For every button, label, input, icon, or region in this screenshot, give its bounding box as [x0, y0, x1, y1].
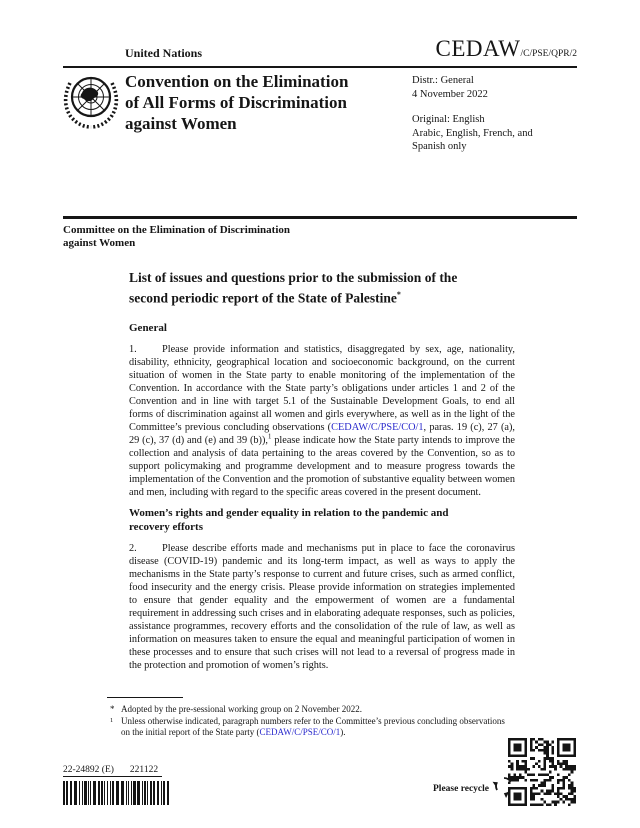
section-heading-pandemic-line2: recovery efforts — [129, 520, 203, 533]
recycle-notice — [433, 774, 516, 803]
section-rule — [63, 216, 577, 219]
header-rule — [63, 66, 577, 68]
publication-title-line3: against Women — [125, 114, 237, 133]
section-heading-pandemic-line1: Women’s rights and gender equality in relation to the pandemic and — [129, 507, 449, 519]
title-footnote-marker: * — [396, 289, 401, 299]
footnote-1-text: Unless otherwise indicated, paragraph numbers refer to the Committee’s previous concluding observations on the initial report of the State party ( — [121, 715, 505, 737]
distr-line: Distr.: General — [412, 75, 474, 86]
footnote-1 — [107, 716, 515, 739]
paragraph-1-number: 1. — [129, 344, 137, 355]
date-line: 4 November 2022 — [412, 88, 488, 100]
publication-title-line1: Convention on the Elimination — [125, 72, 349, 91]
footnote-ref-1: 1 — [267, 433, 272, 441]
org-name: United Nations — [125, 46, 203, 60]
paragraph-1 — [129, 343, 515, 499]
footnote-area — [107, 697, 515, 739]
paragraph-2 — [129, 542, 515, 672]
document-title-line1: List of issues and questions prior to the submission of the — [129, 270, 458, 285]
paragraph-2-number: 2. — [129, 543, 137, 554]
languages-line2: Spanish only — [412, 141, 467, 152]
footnote-1-marker: 1 — [110, 716, 114, 724]
un-emblem-icon — [61, 70, 121, 141]
paragraph-1-text-cont: , paras. 19 (c), 27 (a), 29 (c), 37 (d) and (e) and 39 (b)), — [129, 422, 515, 446]
barcode — [63, 781, 173, 810]
committee-heading — [63, 224, 290, 250]
section-heading-pandemic — [129, 507, 515, 534]
languages-line1: Arabic, English, French, and — [412, 127, 533, 139]
paragraph-1-text: Please provide information and statistics, disaggregated by sex, age, nationality, disability, ethnicity, geographical location and socioeconomic background, on the current situation of women in the State party to enable monitoring of the implementation of the Convention. In accordance with the State party’s obligations under articles 1 and 2 of the Convention and in line with target 5.1 of the Sustainable Development Goals, to end all forms of discrimination against all women and girls everywhere, as well as in the light of the Committee’s previous concluding observations ( — [129, 344, 515, 433]
footnote-star — [107, 704, 515, 716]
footnote-star-text: Adopted by the pre-sessional working group on 2 November 2022. — [121, 704, 362, 714]
doc-symbol-suffix: /C/PSE/QPR/2 — [520, 49, 577, 59]
footnote-separator — [107, 697, 183, 698]
document-title — [129, 270, 515, 307]
link-cedaw-co1-footnote[interactable]: CEDAW/C/PSE/CO/1 — [259, 727, 341, 737]
publication-title — [125, 71, 420, 134]
doc-symbol — [436, 36, 577, 62]
main-content — [129, 270, 515, 672]
distribution-info — [412, 74, 547, 154]
print-code-number: 22-24892 (E) — [63, 765, 114, 775]
document-title-line2: second periodic report of the State of Palestine — [129, 290, 397, 305]
original-language-line: Original: English — [412, 114, 485, 125]
section-heading-general: General — [129, 321, 167, 334]
paragraph-2-text: Please describe efforts made and mechanisms put in place to face the coronavirus disease (COVID-19) pandemic and its long-term impact, as well as ways to apply the mechanisms in the State party’s response to current and future crises, such as armed conflict, food insecurity and the energy crisis. Please provide information on strategies implemented to ensure that gender equality and the empowerment of women are a fundamental requirement in addressing such crises and in elaborating adequate responses, such as policies, assistance programmes, recovery efforts and the consolidation of the rule of law, as well as information on measures taken to ensure the equal and meaningful participation of women in these processes and to ensure that such crises will not lead to a reversal of progress made in the protection and promotion of women’s rights. — [129, 543, 515, 671]
committee-line1: Committee on the Elimination of Discrimination — [63, 224, 291, 236]
paragraph-1-text-end: please indicate how the State party intends to improve the collection and analysis of data pertaining to the areas covered by the Convention, so as to support policymaking and programme development and to measure progress towards the implementation of the Convention and the promotion of substantive equality between women and men, including with regard to the specific areas covered in the present document. — [129, 435, 516, 498]
committee-line2: against Women — [63, 237, 136, 249]
qr-code — [508, 738, 576, 811]
publication-title-line2: of All Forms of Discrimination — [125, 93, 347, 112]
link-cedaw-co1-para1[interactable]: CEDAW/C/PSE/CO/1 — [331, 422, 424, 433]
doc-symbol-main: CEDAW — [435, 36, 521, 61]
print-code-date: 221122 — [129, 765, 159, 775]
footnote-star-marker: * — [110, 704, 115, 714]
footnote-1-text-end: ). — [340, 727, 346, 737]
recycle-label: Please recycle — [433, 783, 489, 794]
print-code — [63, 765, 162, 777]
